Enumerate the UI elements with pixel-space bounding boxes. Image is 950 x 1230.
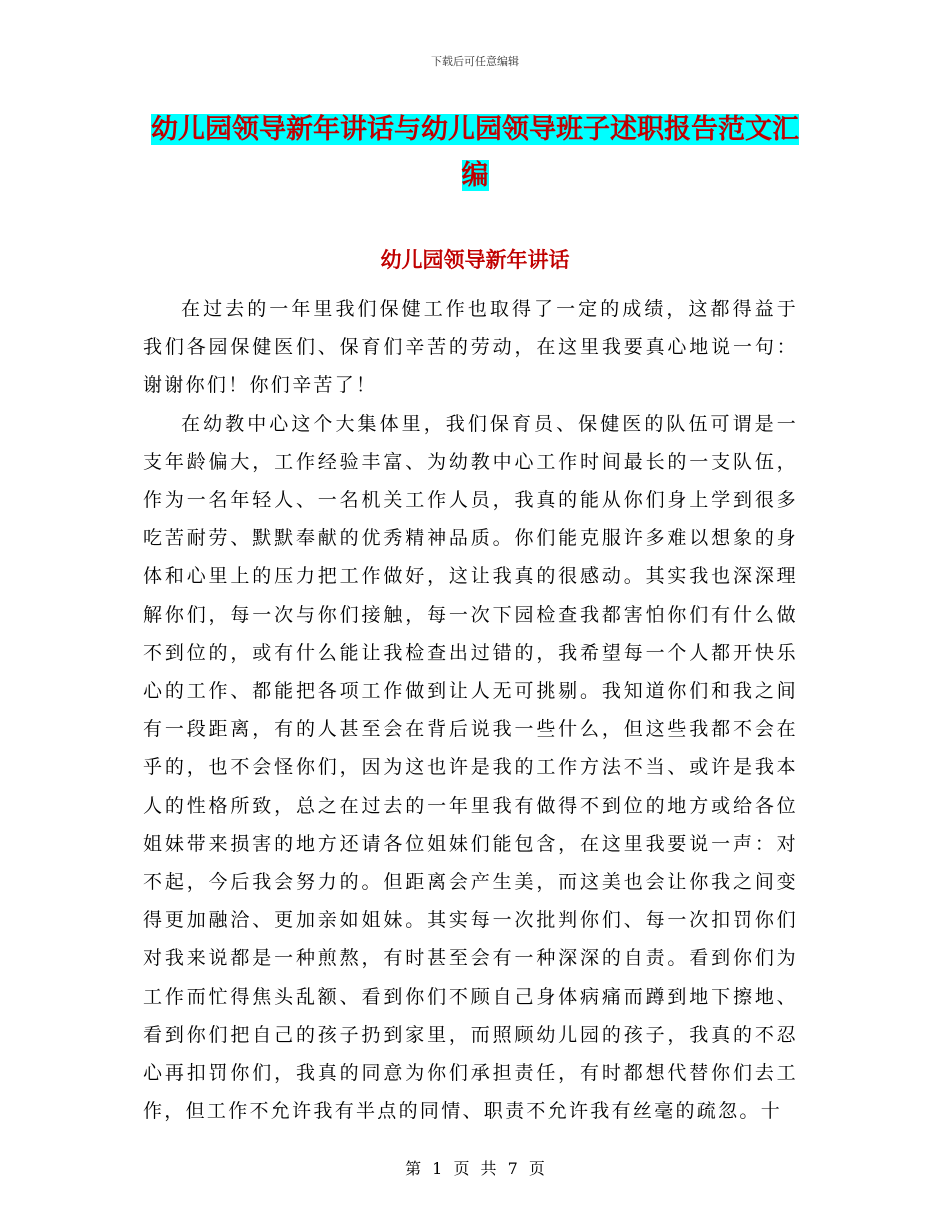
paragraph-1: 在过去的一年里我们保健工作也取得了一定的成绩，这都得益于我们各园保健医们、保育们辛苦的劳动，在这里我要真心地说一句：谢谢你们！你们辛苦了！ xyxy=(143,298,798,397)
paragraph-2: 在幼教中心这个大集体里，我们保育员、保健医的队伍可谓是一支年龄偏大，工作经验丰富、为幼教中心工作时间最长的一支队伍，作为一名年轻人、一名机关工作人员，我真的能从你们身上学到很多吃苦耐劳、默默奉献的优秀精神品质。你们能克服许多难以想象的身体和心里上的压力把工作做好，这让我真的很感动。其实我也深深理解你们，每一次与你们接触，每一次下园检查我都害怕你们有什么做不到位的，或有什么能让我检查出过错的，我希望每一个人都开快乐心的工作、都能把各项工作做到让人无可挑剔。我知道你们和我之间有一段距离，有的人甚至会在背后说我一些什么，但这些我都不会在乎的，也不会怪你们，因为这也许是我的工作方法不当、或许是我本人的性格所致，总之在过去的一年里我有做得不到位的地方或给各位姐妹带来损害的地方还请各位姐妹们能包含，在这里我要说一声：对不起，今后我会努力的。但距离会产生美，而这美也会让你我之间变得更加融洽、更加亲如姐妹。其实每一次批判你们、每一次扣罚你们对我来说都是一种煎熬，有时甚至会有一种深深的自责。看到你们为工作而忙得焦头乱额、看到你们不顾自己身体病痛而蹲到地下擦地、看到你们把自己的孩子扔到家里，而照顾幼儿园的孩子，我真的不忍心再扣罚你们，我真的同意为你们承担责任，有时都想代替你们去工作，但工作不允许我有半点的同情、职责不允许我有丝毫的疏忽。十 xyxy=(143,412,798,1123)
body-text xyxy=(143,290,798,1130)
section-title: 幼儿园领导新年讲话 xyxy=(380,248,570,272)
page-number: 第 1 页 共 7 页 xyxy=(405,1159,545,1178)
document-title-text: 幼儿园领导新年讲话与幼儿园领导班子述职报告范文汇编 xyxy=(151,114,799,191)
page-header-note: 下载后可任意编辑 xyxy=(431,55,519,68)
document-title xyxy=(140,107,810,199)
